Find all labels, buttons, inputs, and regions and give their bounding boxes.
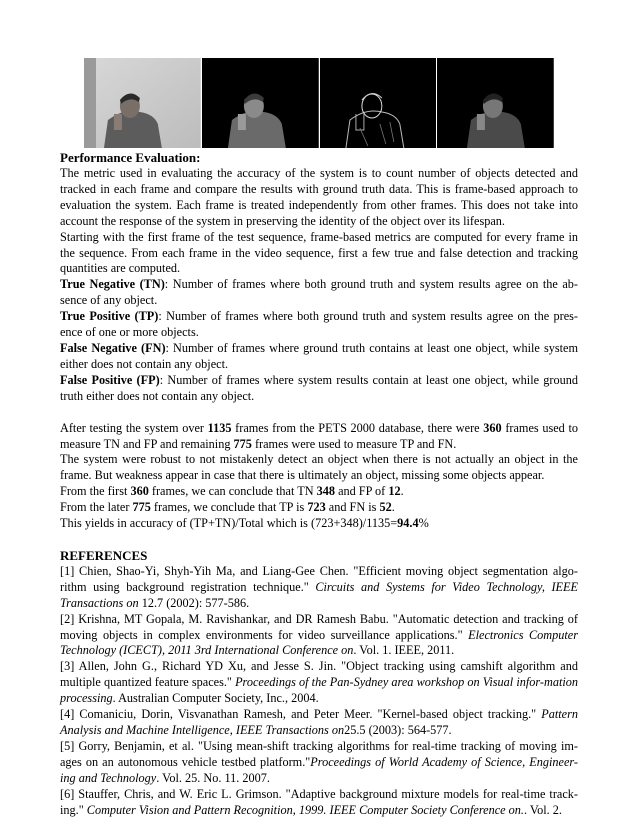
results-testing: After testing the system over 1135 frames from the PETS 2000 database, there were 360 frames used to measure TN and FP and remaining 775 frames were used to measure TP and FN.: [60, 420, 578, 451]
results-robustness: The system were robust to not mistakenly detect an object when there is not actually an object in the frame. But weakness appear in case that there is ultimately an object, missing some objects appear.: [60, 452, 578, 483]
reference-item: [3] Allen, John G., Richard YD Xu, and Jesse S. Jin. "Object tracking using camshift algorithm and multiple quantized feature spaces." Proceedings of the Pan-Sydney area workshop on Visual infor-mation processing. Australian Computer Society, Inc., 2004.: [60, 659, 579, 706]
results-accuracy: This yields in accuracy of (TP+TN)/Total which is (723+348)/1135=94.4%: [60, 516, 429, 531]
definition-term: False Negative (FN): [60, 340, 166, 355]
tracked-object-frame: [437, 58, 554, 148]
definition-fp: False Positive (FP): Number of frames where system results contain at least one object, while ground truth either does not contain any object.: [60, 372, 578, 403]
edge-frame: [320, 58, 437, 148]
tracking-figure: [84, 58, 554, 148]
reference-item: [1] Chien, Shao-Yi, Shyh-Yih Ma, and Liang-Gee Chen. "Efficient moving object segmentation algo-rithm using background registration technique." Circuits and Systems for Video Technology, IEEE Transactions on 12.7 (2002): 577-586.: [60, 563, 578, 610]
definition-tp: True Positive (TP): Number of frames where both ground truth and system results agree on the pres-ence of one or more objects.: [60, 309, 578, 340]
reference-item: [4] Comaniciu, Dorin, Visvanathan Ramesh, and Peter Meer. "Kernel-based object tracking." Pattern Analysis and Machine Intelligence, IEEE Transactions on25.5 (2003): 564-577.: [60, 707, 578, 737]
references-title: REFERENCES: [60, 547, 148, 563]
section-title: Performance Evaluation:: [60, 150, 201, 165]
definition-term: True Positive (TP): [60, 309, 159, 324]
paragraph-frame-based: Starting with the first frame of the test sequence, frame-based metrics are computed for every frame in the sequence. From each frame in the video sequence, first a few true and false detection and tracking quantities are computed.: [60, 229, 578, 276]
definition-tn: True Negative (TN): Number of frames where both ground truth and system results agree on the ab-sence of any object.: [60, 277, 578, 308]
results-tp-fn: From the later 775 frames, we conclude that TP is 723 and FN is 52.: [60, 500, 395, 515]
reference-item: [6] Stauffer, Chris, and W. Eric L. Grimson. "Adaptive background mixture models for real-time track-ing." Computer Vision and Pattern Recognition, 1999. IEEE Computer Society Conference on.. Vol. 2.: [60, 786, 578, 817]
paragraph-metric: The metric used in evaluating the accuracy of the system is to count number of objects detected and tracked in each frame and compare the results with ground truth data. This is frame-based approach to evaluation the system. Each frame is treated independently from other frames. This does not take into account the response of the system in preserving the identity of the object over its lifespan.: [60, 166, 578, 228]
reference-item: [2] Krishna, MT Gopala, M. Ravishankar, and DR Ramesh Babu. "Automatic detection and tracking of moving objects in complex environments for video surveillance applications." Electronics Computer Technology (ICECT), 2011 3rd International Conference on. Vol. 1. IEEE, 2011.: [60, 611, 578, 658]
results-tn-fp: From the first 360 frames, we can conclude that TN 348 and FP of 12.: [60, 484, 404, 499]
body-text: [60, 150, 578, 818]
reference-item: [5] Gorry, Benjamin, et al. "Using mean-shift tracking algorithms for real-time tracking of moving im-ages on an autonomous vehicle testbed platform."Proceedings of World Academy of Science, Engineer-ing and Technology. Vol. 25. No. 11. 2007.: [60, 738, 578, 785]
definition-term: False Positive (FP): [60, 372, 160, 387]
original-frame: [84, 58, 201, 148]
definition-term: True Negative (TN): [60, 277, 165, 292]
definition-fn: False Negative (FN): Number of frames where ground truth contains at least one object, while system either does not contain any object.: [60, 340, 578, 371]
background-subtracted-frame: [202, 58, 319, 148]
document-page: [60, 58, 578, 818]
